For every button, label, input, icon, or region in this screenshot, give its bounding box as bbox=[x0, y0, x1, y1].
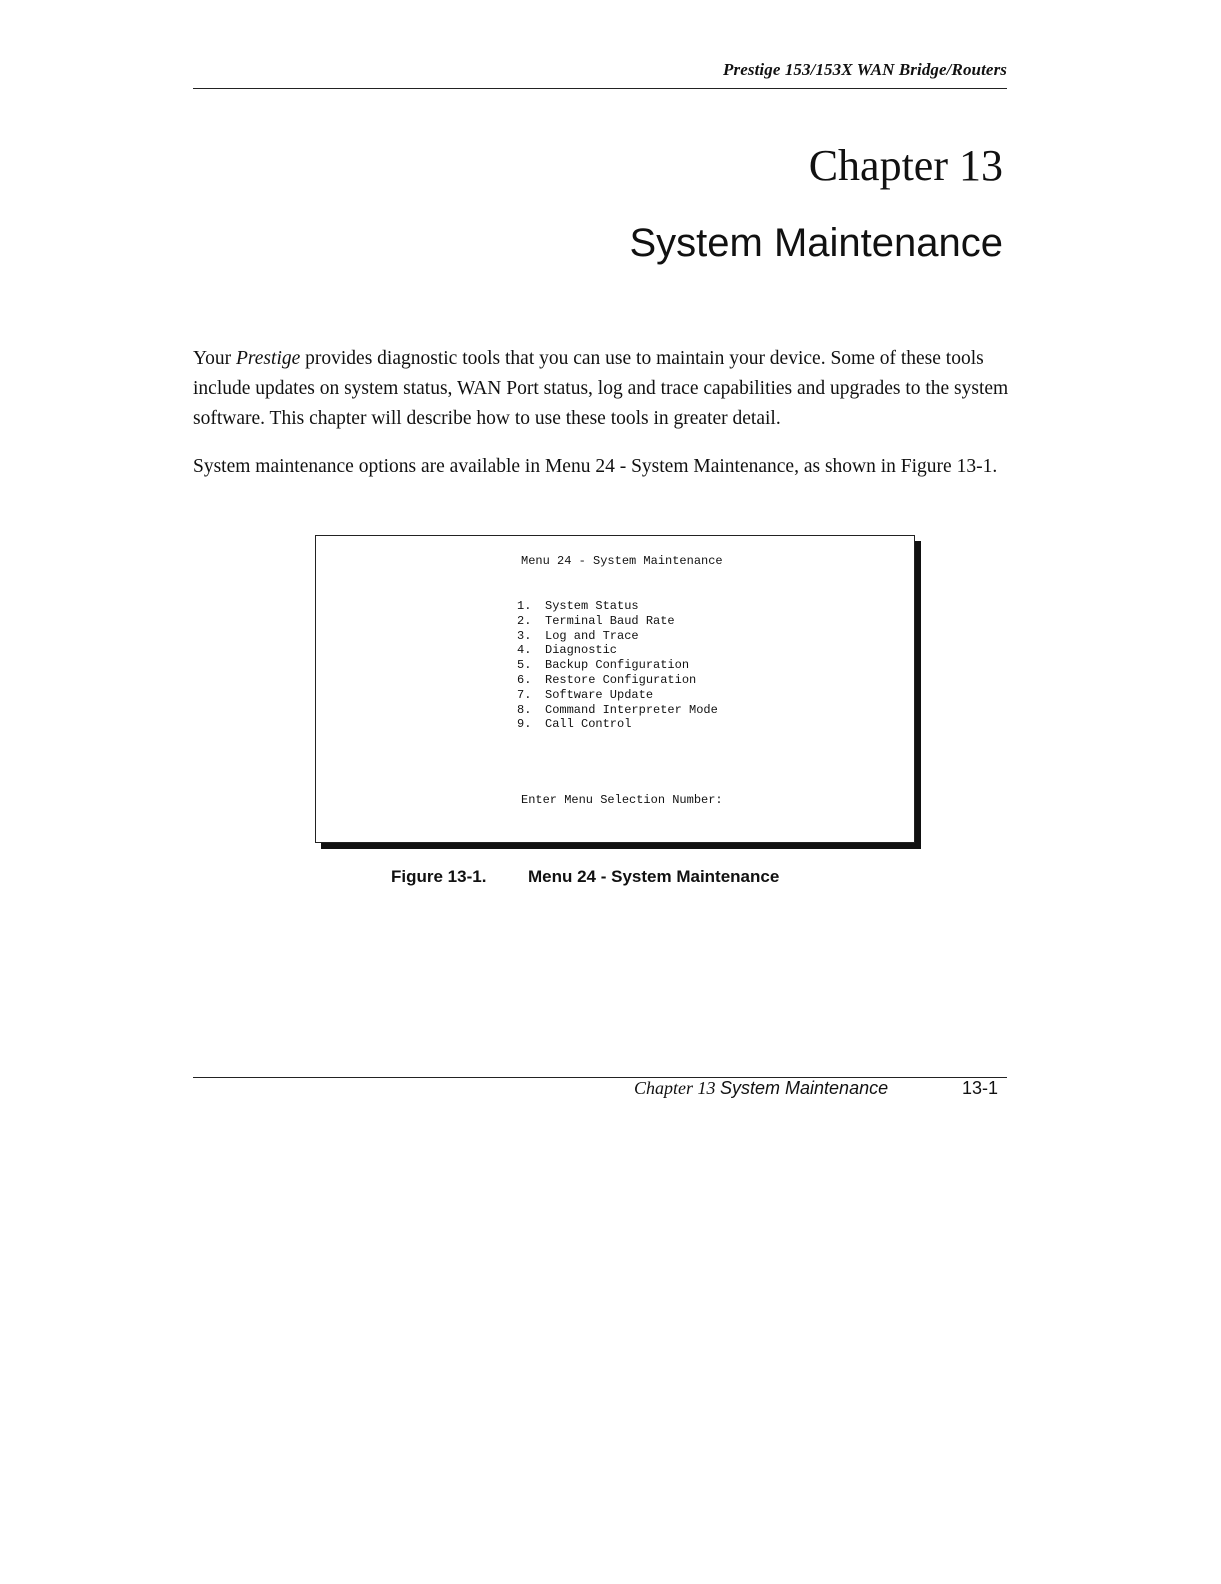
terminal-screen bbox=[315, 535, 915, 843]
menu-option-label: System Status bbox=[545, 599, 639, 613]
menu-option-label: Command Interpreter Mode bbox=[545, 702, 718, 717]
figure-caption-text: Menu 24 - System Maintenance bbox=[528, 867, 780, 886]
menu-selection-prompt[interactable]: Enter Menu Selection Number: bbox=[521, 793, 723, 807]
menu-option-number: 8. bbox=[517, 702, 532, 717]
menu-option-terminal-baud-rate[interactable] bbox=[517, 614, 718, 629]
menu-option-label: Log and Trace bbox=[545, 628, 639, 643]
menu-option-system-status[interactable] bbox=[517, 599, 718, 614]
menu-option-label: Diagnostic bbox=[545, 643, 618, 658]
menu-option-number: 1. bbox=[517, 599, 532, 613]
menu-option-label: Backup Configuration bbox=[545, 658, 690, 673]
menu-option-call-control[interactable] bbox=[517, 717, 718, 732]
page-number: 13-1 bbox=[962, 1078, 999, 1098]
menu-option-number: 3. bbox=[517, 628, 532, 643]
menu-option-restore-configuration[interactable] bbox=[517, 673, 718, 688]
intro-paragraph bbox=[193, 344, 1013, 434]
menu-option-backup-configuration[interactable] bbox=[517, 658, 718, 673]
intro-rest: provides diagnostic tools that you can use to maintain your device. Some of these tools include updates on system status, WAN Port status, log and trace capabilities and upgrades to the system software. This chapter will describe how to use these tools in greater detail. bbox=[193, 348, 1009, 429]
menu-option-software-update[interactable] bbox=[517, 688, 718, 703]
footer-chapter-ref: Chapter 13 bbox=[634, 1078, 716, 1098]
menu-option-number: 2. bbox=[517, 613, 532, 628]
menu-option-label: Software Update bbox=[545, 687, 654, 702]
footer-section-title: System Maintenance bbox=[720, 1078, 889, 1098]
menu-option-number: 6. bbox=[517, 672, 532, 687]
running-header: Prestige 153/153X WAN Bridge/Routers bbox=[723, 60, 1007, 79]
product-name: Prestige bbox=[236, 348, 301, 369]
header-divider bbox=[193, 88, 1007, 89]
menu-option-diagnostic[interactable] bbox=[517, 643, 718, 658]
footer-chapter-title bbox=[634, 1078, 888, 1099]
figure-label: Figure 13-1. bbox=[391, 867, 487, 886]
menu-option-command-interpreter-mode[interactable] bbox=[517, 703, 718, 718]
menu-option-number: 7. bbox=[517, 687, 532, 702]
menu-title: Menu 24 - System Maintenance bbox=[521, 554, 723, 568]
menu-option-number: 9. bbox=[517, 717, 532, 732]
menu-option-number: 5. bbox=[517, 658, 532, 673]
menu-option-label: Call Control bbox=[545, 717, 632, 732]
chapter-title: System Maintenance bbox=[629, 221, 1003, 265]
chapter-number: Chapter 13 bbox=[808, 141, 1003, 190]
menu-option-log-and-trace[interactable] bbox=[517, 629, 718, 644]
menu-options-list bbox=[517, 599, 718, 732]
intro-lead: Your bbox=[193, 348, 236, 369]
menu-reference-paragraph: System maintenance options are available in Menu 24 - System Maintenance, as shown in Figure 13-1. bbox=[193, 456, 998, 477]
menu-option-number: 4. bbox=[517, 643, 532, 658]
figure-caption bbox=[391, 867, 779, 887]
menu-option-label: Restore Configuration bbox=[545, 672, 697, 687]
menu-option-label: Terminal Baud Rate bbox=[545, 613, 675, 628]
